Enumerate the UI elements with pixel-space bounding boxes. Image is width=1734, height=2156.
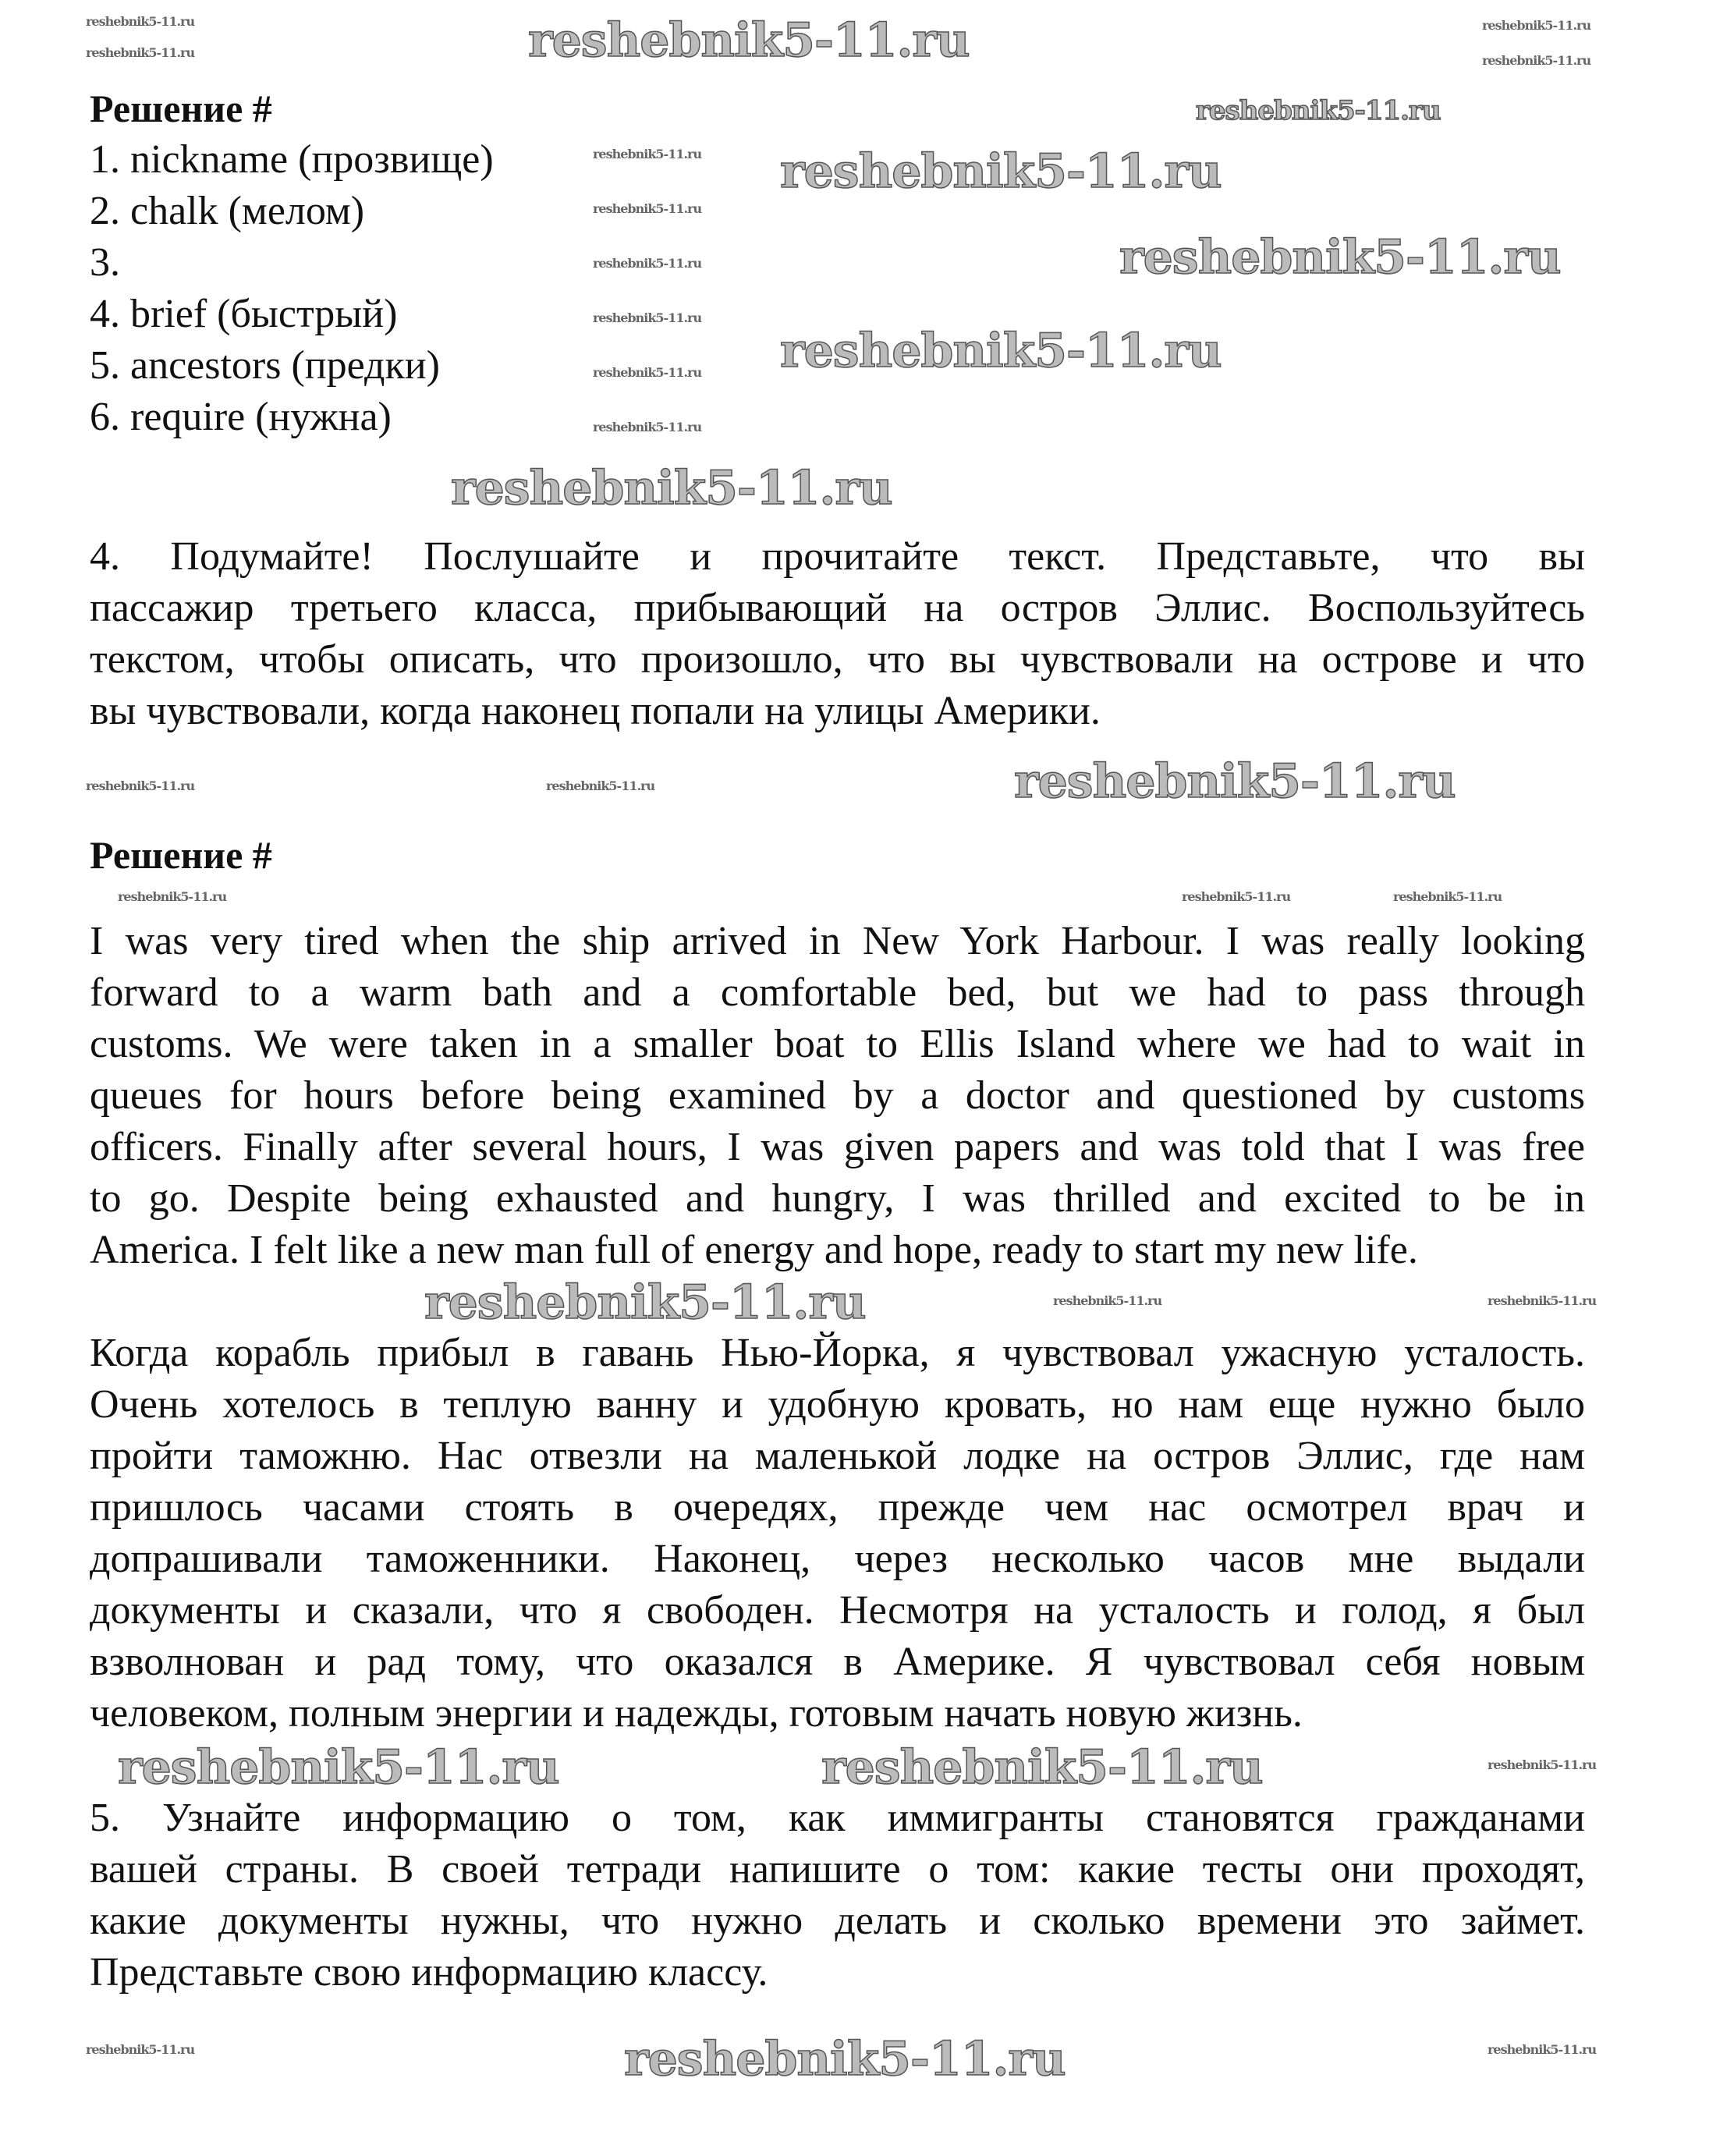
watermark: reshebnik5-11.ru (593, 256, 702, 271)
text-line: какие документы нужны, что нужно делать и сколько времени это займет. (90, 1899, 1585, 1943)
english-paragraph (90, 916, 1585, 1276)
text-line: Представьте свою информацию классу. (90, 1950, 768, 1995)
text-line: to go. Despite being exhausted and hungry, I was thrilled and excited to be in (90, 1176, 1585, 1221)
text-line: взволнован и рад тому, что оказался в Америке. Я чувствовал себя новым (90, 1640, 1585, 1684)
watermark: reshebnik5-11.ru (1014, 754, 1456, 809)
answer-item: 5. ancestors (предки) (90, 343, 440, 388)
watermark: reshebnik5-11.ru (1488, 1293, 1597, 1308)
text-line: допрашивали таможенники. Наконец, через несколько часов мне выдали (90, 1537, 1585, 1581)
watermark: reshebnik5-11.ru (451, 461, 892, 516)
text-line: forward to a warm bath and a comfortable bed, but we had to pass through (90, 970, 1585, 1015)
watermark: reshebnik5-11.ru (86, 2042, 195, 2057)
watermark: reshebnik5-11.ru (118, 889, 227, 904)
watermark: reshebnik5-11.ru (593, 147, 702, 161)
text-line: I was very tired when the ship arrived in New York Harbour. I was really looking (90, 919, 1585, 963)
text-line: человеком, полным энергии и надежды, готовым начать новую жизнь. (90, 1691, 1303, 1736)
watermark: reshebnik5-11.ru (424, 1275, 866, 1330)
watermark: reshebnik5-11.ru (780, 144, 1222, 199)
text-line: пришлось часами стоять в очередях, прежде чем нас осмотрел врач и (90, 1485, 1585, 1530)
text-line: вы чувствовали, когда наконец попали на улицы Америки. (90, 689, 1101, 733)
russian-paragraph (90, 1328, 1585, 1739)
solution-heading: Решение # (90, 833, 272, 877)
watermark: reshebnik5-11.ru (1488, 2042, 1597, 2057)
answer-item: 2. chalk (мелом) (90, 189, 365, 233)
watermark: reshebnik5-11.ru (1393, 889, 1502, 904)
text-line: текстом, чтобы описать, что произошло, что вы чувствовали на острове и что (90, 637, 1585, 682)
text-line: 5. Узнайте информацию о том, как иммигранты становятся гражданами (90, 1796, 1585, 1840)
watermark: reshebnik5-11.ru (546, 778, 655, 793)
watermark: reshebnik5-11.ru (1053, 1293, 1162, 1308)
watermark: reshebnik5-11.ru (780, 324, 1222, 378)
section2-heading-block (90, 829, 1585, 881)
answer-item: 6. require (нужна) (90, 395, 392, 439)
watermark: reshebnik5-11.ru (528, 13, 970, 68)
watermark: reshebnik5-11.ru (1119, 230, 1561, 285)
text-line: пройти таможню. Нас отвезли на маленькой лодке на остров Эллис, где нам (90, 1434, 1585, 1478)
watermark: reshebnik5-11.ru (1482, 18, 1591, 33)
watermark: reshebnik5-11.ru (624, 2032, 1066, 2087)
text-line: officers. Finally after several hours, I was given papers and was told that I was free (90, 1125, 1585, 1169)
text-line: customs. We were taken in a smaller boat to Ellis Island where we had to wait in (90, 1022, 1585, 1066)
text-line: America. I felt like a new man full of energy and hope, ready to start my new life. (90, 1228, 1418, 1272)
watermark: reshebnik5-11.ru (1182, 889, 1291, 904)
watermark: reshebnik5-11.ru (86, 778, 195, 793)
watermark: reshebnik5-11.ru (1482, 53, 1591, 68)
watermark: reshebnik5-11.ru (593, 310, 702, 325)
solution-heading: Решение # (90, 87, 272, 130)
answer-item: 3. (90, 240, 120, 285)
text-line: Очень хотелось в теплую ванну и удобную кровать, но нам еще нужно было (90, 1382, 1585, 1427)
task5-paragraph (90, 1793, 1585, 1998)
watermark: reshebnik5-11.ru (1196, 95, 1441, 126)
text-line: 4. Подумайте! Послушайте и прочитайте текст. Представьте, что вы (90, 534, 1585, 579)
text-line: queues for hours before being examined by a doctor and questioned by customs (90, 1073, 1585, 1118)
watermark: reshebnik5-11.ru (1488, 1757, 1597, 1772)
watermark: reshebnik5-11.ru (593, 201, 702, 216)
watermark: reshebnik5-11.ru (86, 14, 195, 29)
watermark: reshebnik5-11.ru (86, 45, 195, 60)
text-line: пассажир третьего класса, прибывающий на остров Эллис. Воспользуйтесь (90, 586, 1585, 630)
text-line: вашей страны. В своей тетради напишите о том: какие тесты они проходят, (90, 1847, 1585, 1892)
text-line: Когда корабль прибыл в гавань Нью-Йорка, я чувствовал ужасную усталость. (90, 1331, 1585, 1375)
watermark: reshebnik5-11.ru (593, 365, 702, 380)
watermark: reshebnik5-11.ru (593, 420, 702, 434)
task4-paragraph (90, 531, 1585, 737)
answer-item: 4. brief (быстрый) (90, 292, 398, 336)
text-line: документы и сказали, что я свободен. Несмотря на усталость и голод, я был (90, 1588, 1585, 1633)
watermark: reshebnik5-11.ru (821, 1740, 1263, 1795)
answer-item: 1. nickname (прозвище) (90, 137, 494, 182)
watermark: reshebnik5-11.ru (118, 1740, 559, 1795)
